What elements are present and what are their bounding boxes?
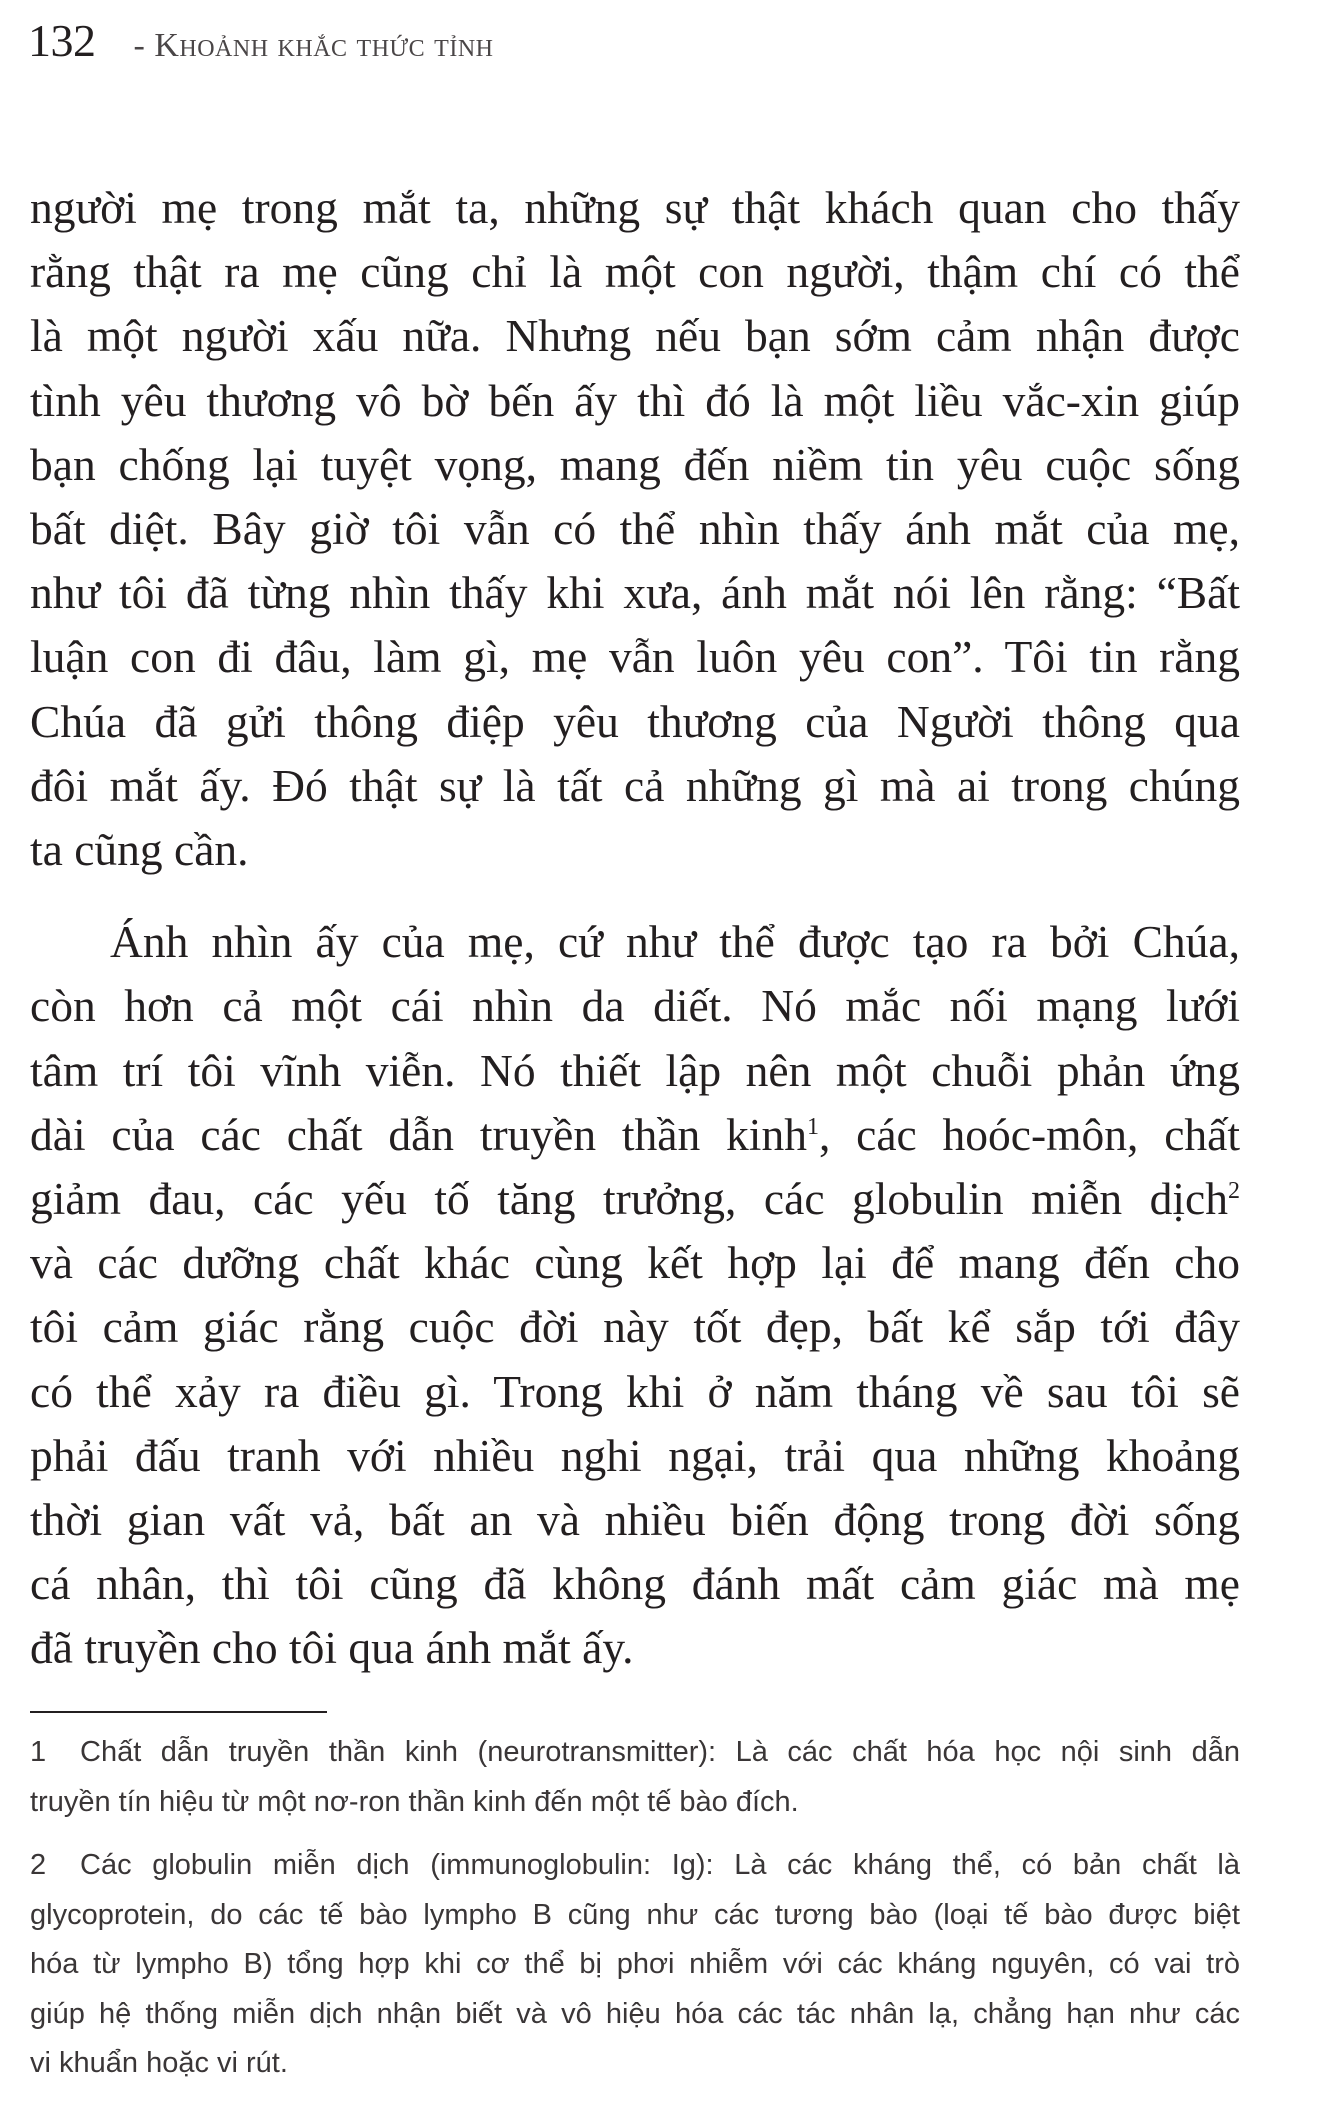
text-line: người mẹ trong mắt ta, những sự thật khách quan cho thấy bbox=[30, 182, 1240, 233]
text-line: phải đấu tranh với nhiều nghi ngại, trải qua những khoảng bbox=[30, 1429, 1240, 1481]
footnote-line: giúp hệ thống miễn dịch nhận biết và vô hiệu hóa các tác nhân lạ, chẳng hạn như các bbox=[30, 1997, 1240, 2030]
running-header bbox=[28, 14, 493, 74]
footnote-divider bbox=[30, 1711, 327, 1713]
footnote-line: hóa từ lympho B) tổng hợp khi cơ thể bị phơi nhiễm với các kháng nguyên, có vai trò bbox=[30, 1948, 1240, 1980]
footnote-1 bbox=[30, 1728, 1240, 1827]
running-title: - Khoảnh khắc thức tỉnh bbox=[133, 27, 494, 64]
text-line: rằng thật ra mẹ cũng chỉ là một con người, thậm chí có thể bbox=[30, 246, 1240, 298]
text-line: bạn chống lại tuyệt vọng, mang đến niềm tin yêu cuộc sống bbox=[30, 438, 1240, 490]
paragraph-1 bbox=[30, 176, 1240, 882]
footnote-number: 2 bbox=[30, 1849, 47, 1881]
footnote-text: Các globulin miễn dịch (immunoglobulin: Ig): Là các kháng thể, có bản chất là bbox=[80, 1849, 1240, 1881]
text-line: tôi cảm giác rằng cuộc đời này tốt đẹp, bất kể sắp tới đây bbox=[30, 1301, 1240, 1353]
text-fragment: dài của các chất dẫn truyền thần kinh bbox=[30, 1108, 807, 1160]
text-line: tình yêu thương vô bờ bến ấy thì đó là một liều vắc-xin giúp bbox=[30, 374, 1240, 426]
footnote-line: vi khuẩn hoặc vi rút. bbox=[30, 2047, 288, 2079]
footnote-2 bbox=[30, 1841, 1240, 2089]
text-line: còn hơn cả một cái nhìn da diết. Nó mắc nối mạng lưới bbox=[30, 980, 1240, 1032]
page-number: 132 bbox=[28, 15, 96, 66]
text-line: đã truyền cho tôi qua ánh mắt ấy. bbox=[30, 1622, 634, 1674]
text-line: luận con đi đâu, làm gì, mẹ vẫn luôn yêu con”. Tôi tin rằng bbox=[30, 631, 1240, 683]
paragraph-2 bbox=[30, 910, 1240, 1680]
text-line-with-footnote-ref bbox=[30, 1167, 1240, 1231]
text-line: bất diệt. Bây giờ tôi vẫn có thể nhìn thấy ánh mắt của mẹ, bbox=[30, 503, 1240, 555]
footnote-line bbox=[30, 1841, 1240, 1891]
text-fragment: giảm đau, các yếu tố tăng trưởng, các globulin miễn dịch bbox=[30, 1173, 1228, 1225]
footnote-ref-2[interactable]: 2 bbox=[1228, 1178, 1240, 1205]
footnote-line bbox=[30, 1728, 1240, 1778]
text-line: và các dưỡng chất khác cùng kết hợp lại để mang đến cho bbox=[30, 1237, 1240, 1289]
text-line: Chúa đã gửi thông điệp yêu thương của Người thông qua bbox=[30, 695, 1240, 747]
footnote-line: glycoprotein, do các tế bào lympho B cũng như các tương bào (loại tế bào được biệt bbox=[30, 1898, 1240, 1931]
footnotes bbox=[30, 1728, 1240, 2089]
footnote-ref-1[interactable]: 1 bbox=[806, 1113, 819, 1140]
footnote-number: 1 bbox=[30, 1736, 47, 1768]
body-text bbox=[30, 176, 1240, 1681]
text-line: thời gian vất vả, bất an và nhiều biến động trong đời sống bbox=[30, 1494, 1240, 1546]
text-line: như tôi đã từng nhìn thấy khi xưa, ánh mắt nói lên rằng: “Bất bbox=[30, 567, 1240, 619]
footnote-line: truyền tín hiệu từ một nơ-ron thần kinh đến một tế bào đích. bbox=[30, 1785, 799, 1818]
text-line: Ánh nhìn ấy của mẹ, cứ như thể được tạo ra bởi Chúa, bbox=[110, 916, 1240, 968]
text-line-with-footnote-ref bbox=[30, 1103, 1240, 1167]
text-line: là một người xấu nữa. Nhưng nếu bạn sớm cảm nhận được bbox=[30, 310, 1240, 362]
text-line: ta cũng cần. bbox=[30, 824, 249, 876]
text-line: tâm trí tôi vĩnh viễn. Nó thiết lập nên một chuỗi phản ứng bbox=[30, 1044, 1240, 1096]
text-line: cá nhân, thì tôi cũng đã không đánh mất cảm giác mà mẹ bbox=[30, 1558, 1240, 1610]
text-line: đôi mắt ấy. Đó thật sự là tất cả những gì mà ai trong chúng bbox=[30, 759, 1240, 811]
text-fragment: , các hoóc-môn, chất bbox=[818, 1108, 1240, 1160]
footnote-text: Chất dẫn truyền thần kinh (neurotransmitter): Là các chất hóa học nội sinh dẫn bbox=[80, 1736, 1240, 1768]
text-line: có thể xảy ra điều gì. Trong khi ở năm tháng về sau tôi sẽ bbox=[30, 1365, 1240, 1417]
